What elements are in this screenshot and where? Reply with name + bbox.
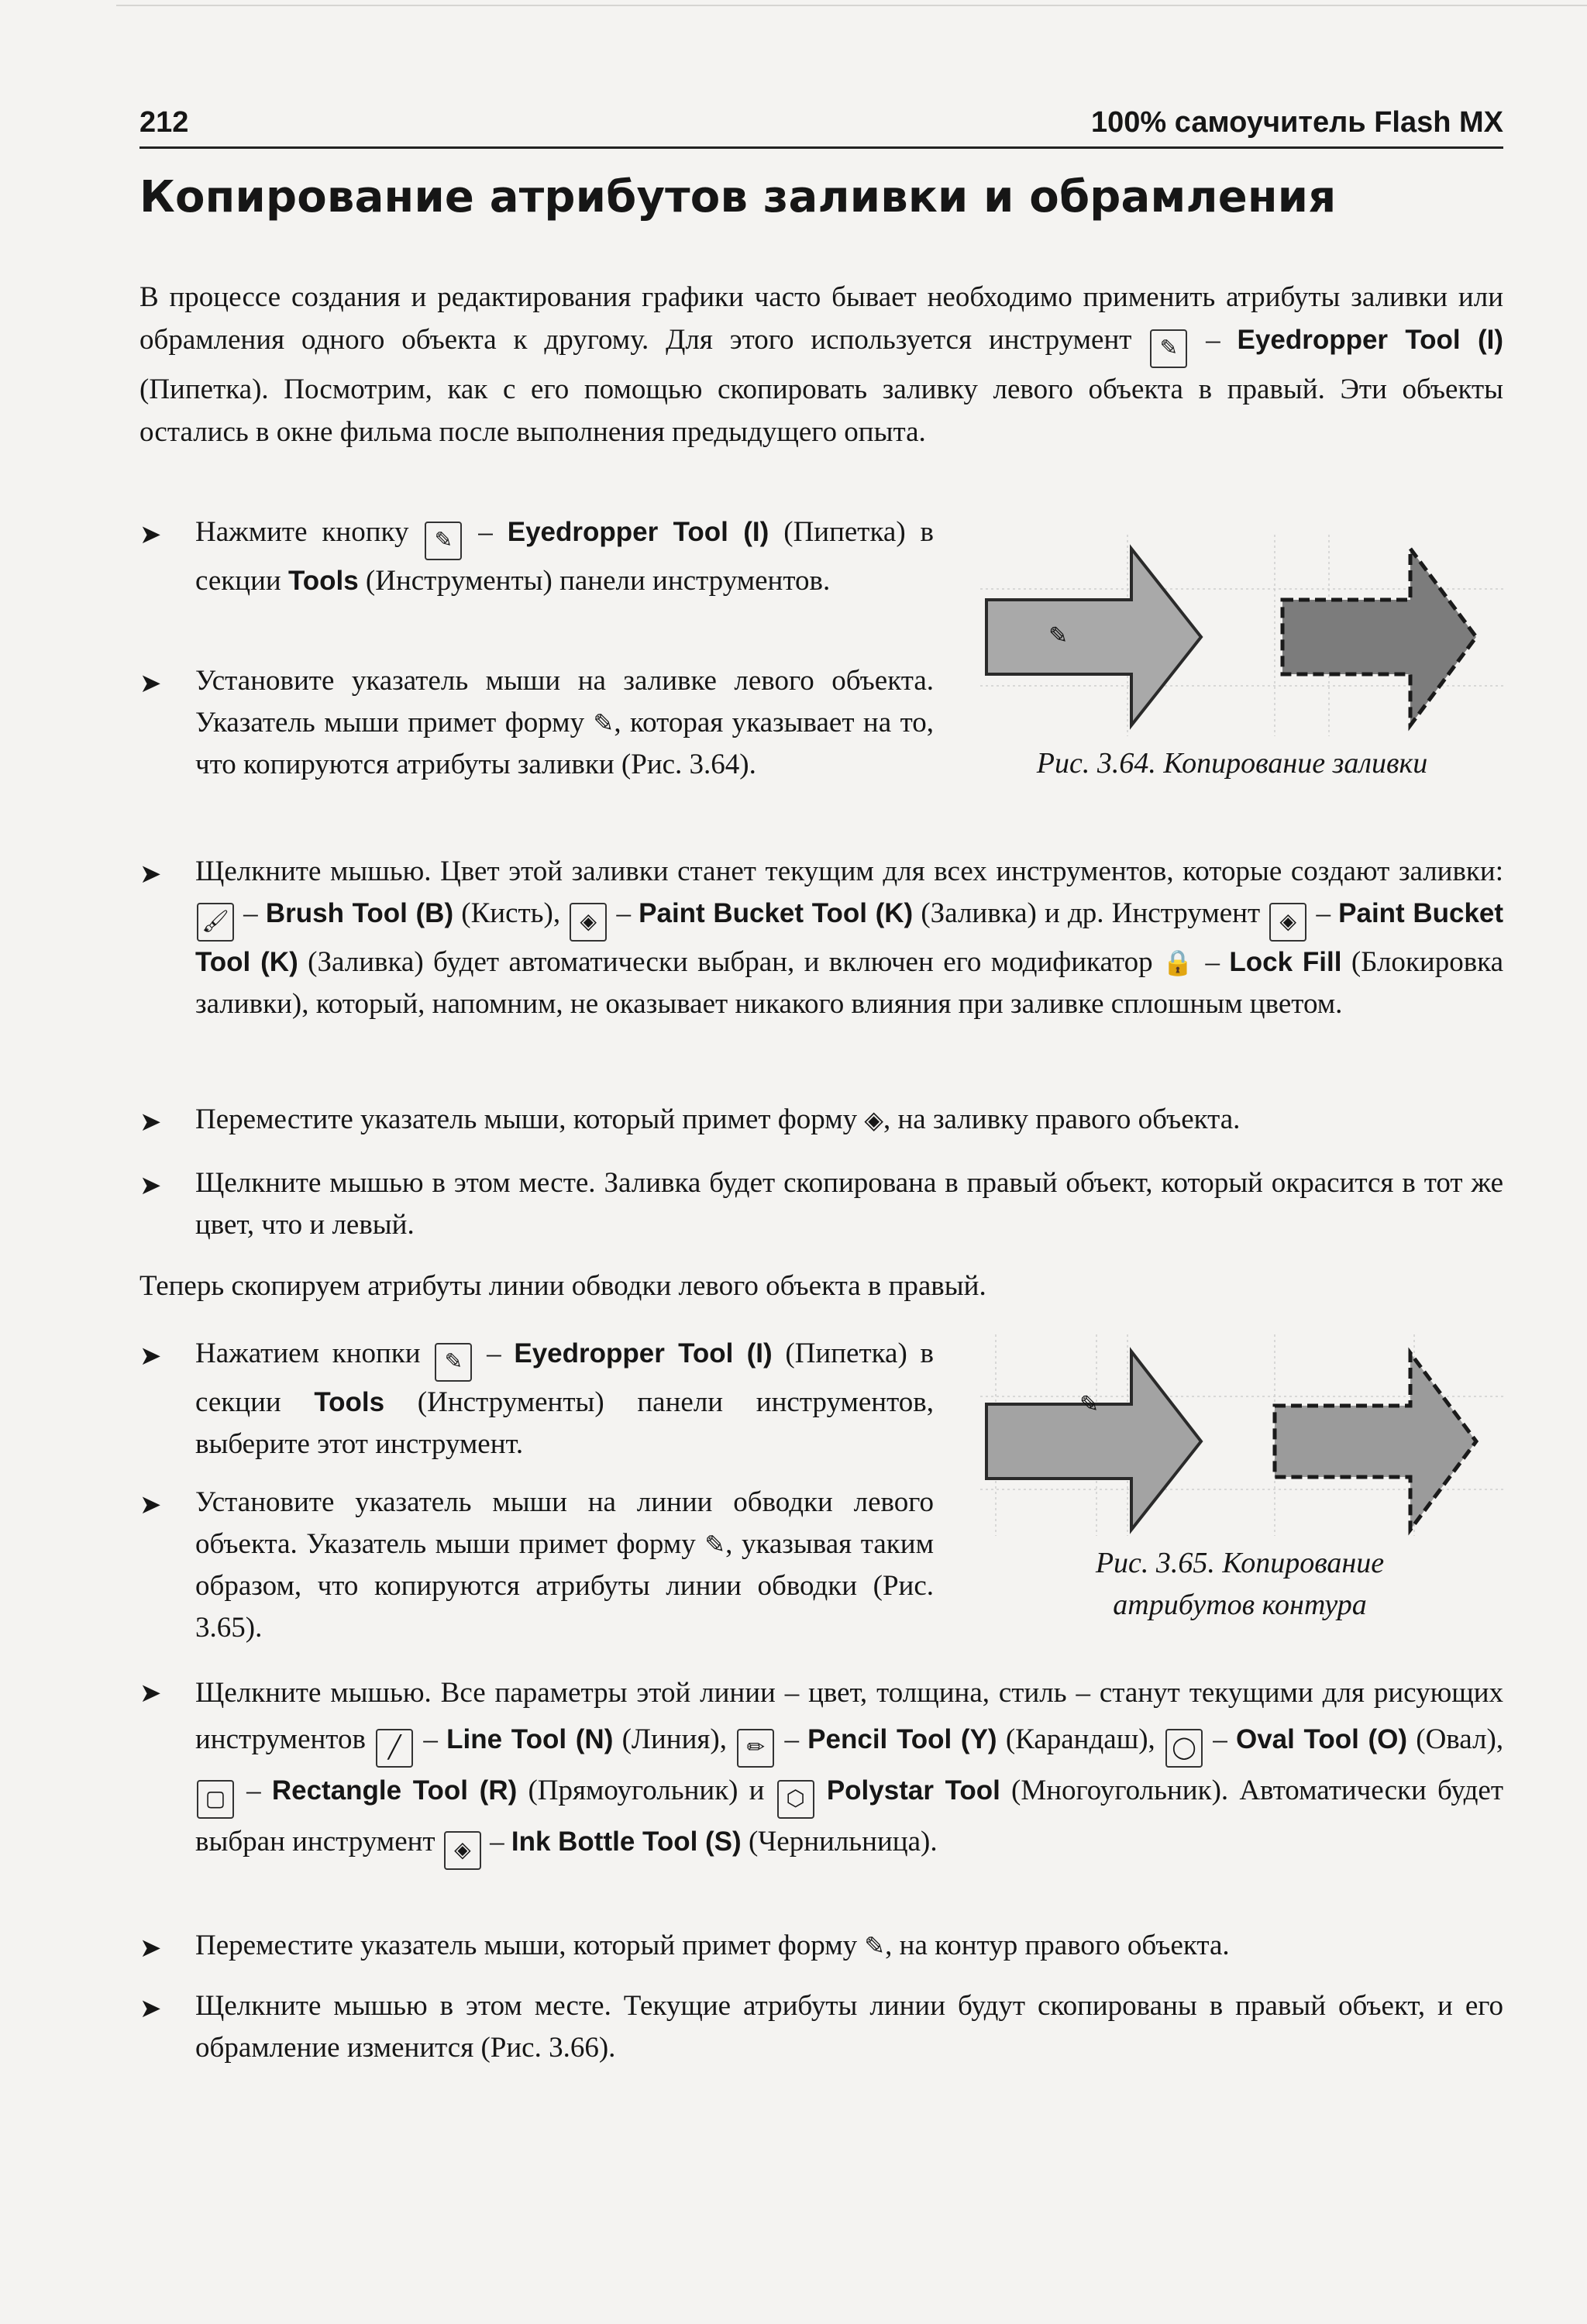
line-tool-icon: ╱	[376, 1729, 413, 1768]
paragraph: Теперь скопируем атрибуты линии обводки левого объекта в правый.	[139, 1270, 986, 1302]
polystar-icon: ⬡	[777, 1780, 814, 1819]
tool-name: Eyedropper Tool (I)	[1237, 325, 1504, 355]
ink-bottle-icon: ◈	[444, 1831, 481, 1870]
eyedropper-icon: ✎	[1150, 329, 1187, 368]
page-number: 212	[139, 106, 189, 139]
list-item: ➤ Переместите указатель мыши, который примет форму ✎, на контур правого объекта.	[139, 1925, 1503, 1967]
book-title: 100% самоучитель Flash MX	[1091, 106, 1503, 139]
paint-bucket-icon: ◈	[1269, 903, 1306, 942]
bullet-arrow-icon: ➤	[139, 1993, 162, 2024]
paint-bucket-icon: ◈	[570, 903, 607, 942]
bullet-arrow-icon: ➤	[139, 1107, 162, 1138]
bullet-arrow-icon: ➤	[139, 1170, 162, 1201]
brush-icon: 🖌	[197, 903, 234, 942]
scan-edge	[116, 5, 1587, 6]
list-item: ➤ Нажатием кнопки ✎ – Eyedropper Tool (I) (Пипетка) в секции Tools (Инструменты) панели инструментов, выберите этот инструмент.	[139, 1333, 934, 1465]
rectangle-icon: ▢	[197, 1780, 234, 1819]
list-item: ➤ Щелкните мышью. Все параметры этой линии – цвет, толщина, стиль – станут текущими для рисующих инструментов ╱ – Line Tool (N) (Линия), ✏ – Pencil Tool (Y) (Карандаш), ◯ – Oval Tool (O) (Овал), ▢ – Rectangle Tool (R) (Прямоугольник) и ⬡ Polystar Tool (Многоугольник). Автоматически будет выбран инструмент ◈ – Ink Bottle Tool (S) (Чернильница).	[139, 1670, 1503, 1870]
intro-paragraph: В процессе создания и редактирования графики часто бывает необходимо применить атрибуты заливки или обрамления одного объекта к другому. Для этого используется инструмент ✎ – Eyedropper Tool (I) (Пипетка). Посмотрим, как с его помощью скопировать заливку левого объекта в правый. Эти объекты остались в окне фильма после выполнения предыдущего опыта.	[139, 281, 1504, 448]
figure-fill-copy	[980, 535, 1503, 736]
right-arrow-shape	[1275, 1353, 1476, 1530]
pencil-icon: ✏	[737, 1729, 774, 1768]
list-item: ➤ Щелкните мышью в этом месте. Текущие атрибуты линии будут скопированы в правый объект, и его обрамление изменится (Рис. 3.66).	[139, 1985, 1503, 2069]
bullet-arrow-icon: ➤	[139, 1341, 162, 1372]
figure-caption: Рис. 3.64. Копирование заливки	[1036, 747, 1428, 780]
list-item: ➤ Щелкните мышью. Цвет этой заливки станет текущим для всех инструментов, которые создают заливки: 🖌 – Brush Tool (B) (Кисть), ◈ – Paint Bucket Tool (K) (Заливка) и др. Инструмент ◈ – Paint Bucket Tool (K) (Заливка) будет автоматически выбран, и включен его модификатор 🔒 – Lock Fill (Блокировка заливки), который, напомним, не оказывает никакого влияния при заливке сплошным цветом.	[139, 851, 1503, 1025]
oval-icon: ◯	[1165, 1729, 1203, 1768]
bullet-arrow-icon: ➤	[139, 668, 162, 699]
bullet-arrow-icon: ➤	[139, 1678, 162, 1709]
section-title: Копирование атрибутов заливки и обрамления	[139, 172, 1337, 222]
figure-caption: Рис. 3.65. Копирование атрибутов контура	[1095, 1547, 1385, 1621]
list-item: ➤ Переместите указатель мыши, который примет форму ◈, на заливку правого объекта.	[139, 1099, 1503, 1141]
eyedropper-fill-cursor-icon: ✎	[593, 708, 614, 738]
lock-fill-icon: 🔒	[1162, 948, 1196, 977]
bullet-arrow-icon: ➤	[139, 1489, 162, 1520]
ink-bottle-cursor-icon: ✎	[864, 1931, 886, 1961]
paint-bucket-cursor-icon: ◈	[864, 1105, 883, 1134]
eyedropper-icon: ✎	[425, 522, 462, 560]
eyedropper-cursor-icon: ✎	[1079, 1391, 1100, 1418]
list-item: ➤ Щелкните мышью в этом месте. Заливка будет скопирована в правый объект, который окрасится в тот же цвет, что и левый.	[139, 1162, 1503, 1246]
eyedropper-icon: ✎	[435, 1343, 472, 1382]
running-header	[139, 106, 1503, 149]
list-item: ➤ Нажмите кнопку ✎ – Eyedropper Tool (I) (Пипетка) в секции Tools (Инструменты) панели инструментов.	[139, 511, 934, 602]
eyedropper-cursor-icon: ✎	[1048, 622, 1069, 649]
list-item: ➤ Установите указатель мыши на линии обводки левого объекта. Указатель мыши примет форму ✎, указывая таким образом, что копируются атрибуты линии обводки (Рис. 3.65).	[139, 1482, 934, 1649]
eyedropper-stroke-cursor-icon: ✎	[704, 1530, 726, 1559]
left-arrow-shape	[986, 1351, 1201, 1530]
right-arrow-shape	[1282, 549, 1476, 725]
left-arrow-shape	[986, 549, 1201, 725]
bullet-arrow-icon: ➤	[139, 1933, 162, 1964]
figure-stroke-copy	[980, 1334, 1503, 1536]
list-item: ➤ Установите указатель мыши на заливке левого объекта. Указатель мыши примет форму ✎, которая указывает на то, что копируются атрибуты заливки (Рис. 3.64).	[139, 660, 934, 786]
bullet-arrow-icon: ➤	[139, 519, 162, 550]
bullet-arrow-icon: ➤	[139, 859, 162, 890]
